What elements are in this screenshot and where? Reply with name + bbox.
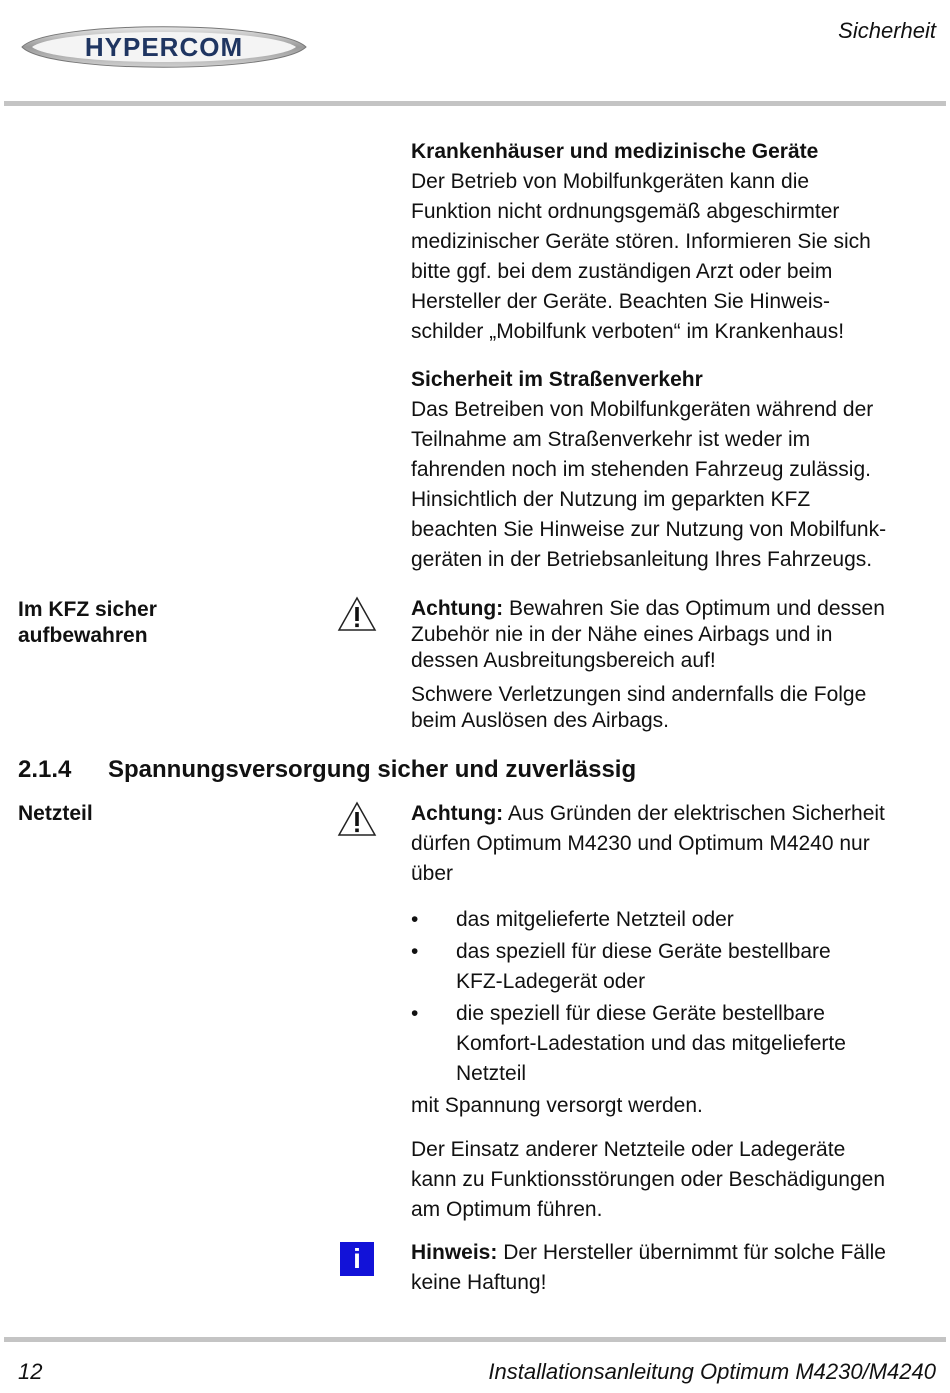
hospital-line: Funktion nicht ordnungsgemäß abgeschirmter xyxy=(411,200,840,223)
note-line: Der Hersteller übernimmt für solche Fälle xyxy=(497,1241,886,1264)
hypercom-logo xyxy=(18,18,310,76)
section-number: 2.1.4 xyxy=(18,756,72,783)
list-item-line: • die speziell für diese Geräte bestellbare xyxy=(456,1002,825,1025)
power-line: dürfen Optimum M4230 und Optimum M4240 nur xyxy=(411,832,870,855)
airbag-line: Zubehör nie in der Nähe eines Airbags und in xyxy=(411,623,833,646)
power-line: über xyxy=(411,862,454,885)
power-line: Aus Gründen der elektrischen Sicherheit xyxy=(503,802,885,825)
list-item-line: Netzteil xyxy=(456,1062,527,1085)
hospital-section xyxy=(411,137,941,347)
car-storage-side-label xyxy=(18,597,157,649)
note-label: Hinweis: xyxy=(411,1241,498,1264)
traffic-line: fahrenden noch im stehenden Fahrzeug zulässig. xyxy=(411,458,871,481)
power-paragraph-line: am Optimum führen. xyxy=(411,1198,603,1221)
hospital-line: medizinischer Geräte stören. Informieren Sie sich xyxy=(411,230,871,253)
section-title: Spannungsversorgung sicher und zuverlässig xyxy=(108,756,637,783)
page-number: 12 xyxy=(18,1359,43,1384)
power-paragraph-line: kann zu Funktionsstörungen oder Beschädigungen xyxy=(411,1168,885,1191)
list-item-line: Komfort-Ladestation und das mitgelieferte xyxy=(456,1032,846,1055)
warning-label: Achtung: xyxy=(411,597,504,620)
warning-icon xyxy=(337,801,377,837)
airbag-line: Bewahren Sie das Optimum und dessen xyxy=(503,597,885,620)
traffic-line: geräten in der Betriebsanleitung Ihres Fahrzeugs. xyxy=(411,548,873,571)
power-supply-side-label: Netzteil xyxy=(18,802,93,825)
info-icon: i xyxy=(340,1242,374,1276)
header-divider xyxy=(4,101,946,106)
warning-icon xyxy=(337,596,377,632)
warning-label: Achtung: xyxy=(411,802,504,825)
traffic-line: Teilnahme am Straßenverkehr ist weder im xyxy=(411,428,811,451)
airbag-warning xyxy=(411,596,941,734)
airbag-line: beim Auslösen des Airbags. xyxy=(411,709,669,732)
side-label-line: aufbewahren xyxy=(18,624,148,647)
document-title: Installationsanleitung Optimum M4230/M4240 xyxy=(488,1359,936,1384)
hospital-heading: Krankenhäuser und medizinische Geräte xyxy=(411,140,819,163)
power-paragraph-line: Der Einsatz anderer Netzteile oder Ladegeräte xyxy=(411,1138,846,1161)
traffic-line: beachten Sie Hinweise zur Nutzung von Mobilfunk- xyxy=(411,518,887,541)
list-item xyxy=(411,905,941,935)
liability-note xyxy=(411,1238,941,1298)
list-item xyxy=(411,999,941,1089)
list-item-line: • das mitgelieferte Netzteil oder xyxy=(456,908,734,931)
power-source-list xyxy=(411,905,941,1089)
hospital-line: schilder „Mobilfunk verboten“ im Krankenhaus! xyxy=(411,320,845,343)
hospital-line: Der Betrieb von Mobilfunkgeräten kann die xyxy=(411,170,810,193)
power-supply-warning xyxy=(411,799,941,1225)
traffic-line: Das Betreiben von Mobilfunkgeräten während der xyxy=(411,398,874,421)
section-heading xyxy=(18,756,636,784)
traffic-line: Hinsichtlich der Nutzung im geparkten KFZ xyxy=(411,488,811,511)
header-section-title: Sicherheit xyxy=(838,18,936,43)
note-line: keine Haftung! xyxy=(411,1271,547,1294)
list-item xyxy=(411,937,941,997)
airbag-line: Schwere Verletzungen sind andernfalls die Folge xyxy=(411,683,867,706)
footer-divider xyxy=(4,1337,946,1342)
traffic-section xyxy=(411,365,941,575)
hospital-line: Hersteller der Geräte. Beachten Sie Hinweis- xyxy=(411,290,831,313)
airbag-line: dessen Ausbreitungsbereich auf! xyxy=(411,649,716,672)
power-after-list: mit Spannung versorgt werden. xyxy=(411,1094,703,1117)
logo-text: HYPERCOM xyxy=(84,32,244,62)
list-item-line: • das speziell für diese Geräte bestellbare xyxy=(456,940,831,963)
side-label-line: Im KFZ sicher xyxy=(18,598,157,621)
traffic-heading: Sicherheit im Straßenverkehr xyxy=(411,368,703,391)
hospital-line: bitte ggf. bei dem zuständigen Arzt oder beim xyxy=(411,260,833,283)
list-item-line: KFZ-Ladegerät oder xyxy=(456,970,646,993)
